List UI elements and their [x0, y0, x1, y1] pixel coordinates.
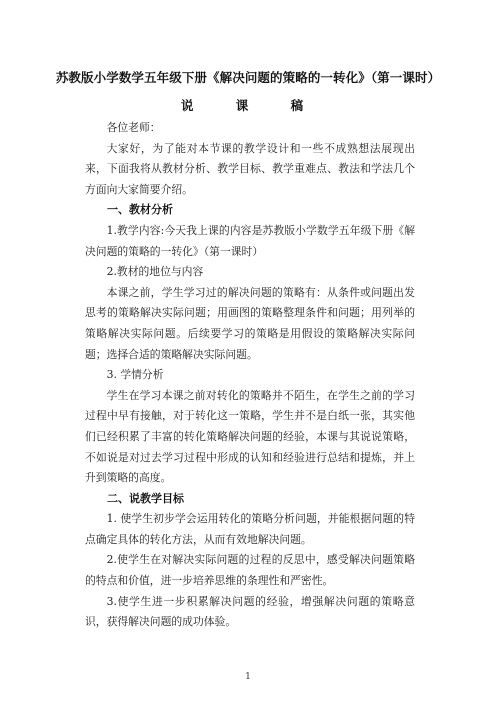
greeting: 各位老师：: [106, 121, 161, 134]
analysis-item-3-title: 3. 学情分析: [106, 368, 164, 382]
document-body: [85, 118, 415, 633]
analysis-item-2-title: 2.教材的地位与内容: [106, 265, 204, 279]
analysis-item-2-body: 本课之前，学生学习过的解决问题的策略有：从条件或问题出发思考的策略解决实际问题；用画图的策略整理条件和问题；用列举的策略解决实际问题。后续要学习的策略是用假设的策略解决实际问题；选择合适的策略解决实际问题。: [85, 285, 415, 361]
goal-item-1: 1. 使学生初步学会运用转化的策略分析问题，并能根据问题的特点确定具体的转化方法，从而有效地解决问题。: [85, 512, 415, 546]
analysis-item-3-body: 学生在学习本课之前对转化的策略并不陌生，在学生之前的学习过程中早有接触，对于转化这一策略，学生并不是白纸一张，其实他们已经积累了丰富的转化策略解决问题的经验，本课与其说说策略，不如说是对过去学习过程中形成的认知和经验进行总结和提炼，并上升到策略的高度。: [85, 388, 415, 485]
analysis-item-1: 1.教学内容:今天我上课的内容是苏教版小学数学五年级下册《解决问题的策略的一转化》（第一课时）: [85, 223, 415, 258]
section-heading-analysis: 一、教材分析: [107, 203, 173, 217]
goal-item-2: 2.使学生在对解决实际问题的过程的反思中，感受解决问题策略的特点和价值，进一步培养思维的条理性和严密性。: [85, 553, 415, 588]
intro-paragraph: 大家好，为了能对本节课的教学设计和一些不成熟想法展现出来，下面我将从教材分析、教学目标、教学重难点、教法和学法几个方面向大家简要介绍。: [85, 141, 415, 196]
section-heading-goals: 二、说教学目标: [107, 491, 184, 505]
goal-item-3: 3.使学生进一步积累解决问题的经验，增强解决问题的策略意识，获得解决问题的成功体验。: [85, 594, 415, 629]
document-title: 苏教版小学数学五年级下册《解决问题的策略的一转化》（第一课时）: [55, 70, 441, 85]
document-subtitle: 说 课 稿: [180, 98, 316, 113]
page-number: 1: [245, 672, 251, 682]
